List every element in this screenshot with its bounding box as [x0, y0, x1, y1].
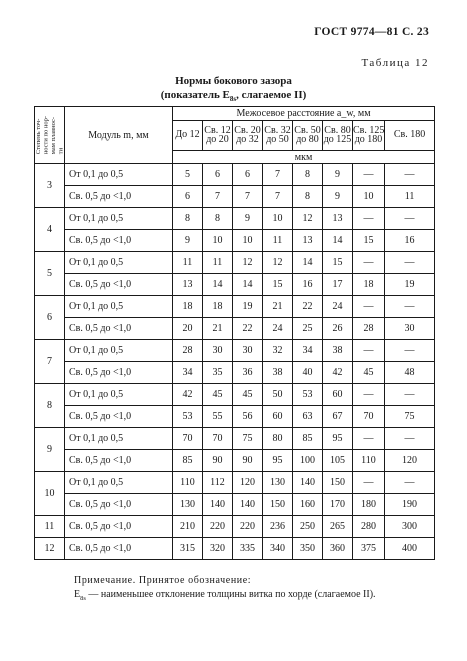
- column-header: Св. 32 до 50: [263, 121, 293, 151]
- degree-cell: 4: [35, 208, 65, 252]
- value-cell: 13: [323, 208, 353, 230]
- value-cell: 150: [323, 472, 353, 494]
- value-cell: 120: [233, 472, 263, 494]
- value-cell: 70: [203, 428, 233, 450]
- degree-cell: 3: [35, 164, 65, 208]
- table-subtitle: [0, 89, 467, 103]
- module-cell: Св. 0,5 до <1,0: [65, 362, 173, 384]
- value-cell: 12: [293, 208, 323, 230]
- value-cell: 9: [323, 164, 353, 186]
- value-cell: 150: [263, 494, 293, 516]
- value-cell: 60: [323, 384, 353, 406]
- degree-cell: 12: [35, 538, 65, 560]
- value-cell: 11: [385, 186, 435, 208]
- distance-header: Межосевое расстояние a_w, мм: [173, 107, 435, 121]
- value-cell: 265: [323, 516, 353, 538]
- value-cell: 16: [385, 230, 435, 252]
- value-cell: —: [353, 428, 385, 450]
- value-cell: 17: [323, 274, 353, 296]
- module-cell: От 0,1 до 0,5: [65, 296, 173, 318]
- module-cell: Св. 0,5 до <1,0: [65, 274, 173, 296]
- value-cell: —: [385, 252, 435, 274]
- table-number: Таблица 12: [361, 57, 429, 69]
- clearance-table: [34, 106, 435, 560]
- value-cell: 350: [293, 538, 323, 560]
- value-cell: 75: [233, 428, 263, 450]
- value-cell: 36: [233, 362, 263, 384]
- value-cell: 19: [233, 296, 263, 318]
- table-row: [35, 538, 435, 560]
- value-cell: 75: [385, 406, 435, 428]
- note-text: [74, 589, 376, 602]
- note-label: Примечание. Принятое обозначение:: [74, 575, 252, 586]
- value-cell: 45: [353, 362, 385, 384]
- value-cell: 32: [263, 340, 293, 362]
- value-cell: 8: [293, 164, 323, 186]
- module-cell: От 0,1 до 0,5: [65, 340, 173, 362]
- value-cell: 8: [173, 208, 203, 230]
- table-row: [35, 186, 435, 208]
- value-cell: 21: [263, 296, 293, 318]
- value-cell: —: [353, 472, 385, 494]
- module-cell: От 0,1 до 0,5: [65, 208, 173, 230]
- degree-cell: 9: [35, 428, 65, 472]
- value-cell: 100: [293, 450, 323, 472]
- value-cell: 15: [263, 274, 293, 296]
- value-cell: 30: [233, 340, 263, 362]
- column-header: До 12: [173, 121, 203, 151]
- value-cell: 120: [385, 450, 435, 472]
- value-cell: 24: [263, 318, 293, 340]
- table-row: [35, 318, 435, 340]
- value-cell: 12: [233, 252, 263, 274]
- value-cell: 45: [203, 384, 233, 406]
- value-cell: 60: [263, 406, 293, 428]
- table-row: [35, 230, 435, 252]
- table-row: [35, 340, 435, 362]
- module-cell: Св. 0,5 до <1,0: [65, 450, 173, 472]
- value-cell: 14: [293, 252, 323, 274]
- module-cell: Св. 0,5 до <1,0: [65, 186, 173, 208]
- value-cell: 340: [263, 538, 293, 560]
- module-cell: От 0,1 до 0,5: [65, 384, 173, 406]
- value-cell: 315: [173, 538, 203, 560]
- module-cell: Св. 0,5 до <1,0: [65, 406, 173, 428]
- value-cell: 9: [173, 230, 203, 252]
- module-cell: Св. 0,5 до <1,0: [65, 318, 173, 340]
- value-cell: 28: [173, 340, 203, 362]
- table-title: Нормы бокового зазора: [175, 75, 292, 87]
- value-cell: 95: [263, 450, 293, 472]
- value-cell: 112: [203, 472, 233, 494]
- value-cell: 26: [323, 318, 353, 340]
- value-cell: —: [353, 164, 385, 186]
- value-cell: 320: [203, 538, 233, 560]
- table-row: [35, 494, 435, 516]
- table-row: [35, 274, 435, 296]
- value-cell: 280: [353, 516, 385, 538]
- table-row: [35, 406, 435, 428]
- value-cell: 38: [323, 340, 353, 362]
- subtitle-subscript: 8s: [229, 95, 237, 104]
- value-cell: 42: [173, 384, 203, 406]
- value-cell: —: [353, 252, 385, 274]
- value-cell: 20: [173, 318, 203, 340]
- value-cell: 13: [293, 230, 323, 252]
- value-cell: 35: [203, 362, 233, 384]
- value-cell: 8: [293, 186, 323, 208]
- value-cell: 70: [353, 406, 385, 428]
- module-cell: От 0,1 до 0,5: [65, 252, 173, 274]
- degree-cell: 8: [35, 384, 65, 428]
- value-cell: —: [353, 340, 385, 362]
- value-cell: 70: [173, 428, 203, 450]
- value-cell: 110: [353, 450, 385, 472]
- value-cell: 34: [293, 340, 323, 362]
- column-header: Св. 12 до 20: [203, 121, 233, 151]
- value-cell: —: [353, 296, 385, 318]
- value-cell: —: [385, 164, 435, 186]
- table-row: [35, 384, 435, 406]
- unit-label: мкм: [173, 151, 435, 164]
- note-symbol: E: [74, 589, 81, 600]
- value-cell: 236: [263, 516, 293, 538]
- value-cell: 30: [385, 318, 435, 340]
- module-cell: От 0,1 до 0,5: [65, 164, 173, 186]
- note-symbol-subscript: 8s: [80, 595, 86, 602]
- value-cell: 250: [293, 516, 323, 538]
- value-cell: 18: [353, 274, 385, 296]
- value-cell: 6: [233, 164, 263, 186]
- value-cell: 38: [263, 362, 293, 384]
- value-cell: 9: [233, 208, 263, 230]
- value-cell: 220: [233, 516, 263, 538]
- column-header: Св. 180: [385, 121, 435, 151]
- value-cell: 67: [323, 406, 353, 428]
- table-row: [35, 450, 435, 472]
- value-cell: 11: [263, 230, 293, 252]
- value-cell: 14: [323, 230, 353, 252]
- module-header: Модуль m, мм: [65, 107, 173, 164]
- value-cell: 55: [203, 406, 233, 428]
- note-description: — наименьшее отклонение толщины витка по хорде (слагаемое II).: [85, 589, 376, 600]
- value-cell: 110: [173, 472, 203, 494]
- degree-header: Степень точ- ности по нор- мам плавнос- ти: [35, 107, 65, 164]
- value-cell: 7: [233, 186, 263, 208]
- value-cell: 18: [173, 296, 203, 318]
- value-cell: 85: [173, 450, 203, 472]
- value-cell: 105: [323, 450, 353, 472]
- value-cell: 7: [263, 186, 293, 208]
- table-row: [35, 428, 435, 450]
- subtitle-prefix: (показатель E: [160, 89, 230, 101]
- value-cell: 140: [203, 494, 233, 516]
- value-cell: 170: [323, 494, 353, 516]
- value-cell: 56: [233, 406, 263, 428]
- table-row: [35, 472, 435, 494]
- value-cell: —: [385, 340, 435, 362]
- value-cell: 12: [263, 252, 293, 274]
- value-cell: —: [385, 472, 435, 494]
- value-cell: 10: [203, 230, 233, 252]
- value-cell: 8: [203, 208, 233, 230]
- value-cell: 9: [323, 186, 353, 208]
- value-cell: 22: [233, 318, 263, 340]
- value-cell: —: [385, 428, 435, 450]
- value-cell: 45: [233, 384, 263, 406]
- value-cell: 11: [203, 252, 233, 274]
- value-cell: 53: [293, 384, 323, 406]
- value-cell: 140: [293, 472, 323, 494]
- value-cell: 15: [353, 230, 385, 252]
- module-cell: От 0,1 до 0,5: [65, 472, 173, 494]
- table-row: [35, 164, 435, 186]
- table-row: [35, 208, 435, 230]
- value-cell: 160: [293, 494, 323, 516]
- value-cell: 34: [173, 362, 203, 384]
- value-cell: 335: [233, 538, 263, 560]
- value-cell: 6: [203, 164, 233, 186]
- value-cell: 10: [233, 230, 263, 252]
- degree-cell: 11: [35, 516, 65, 538]
- value-cell: 400: [385, 538, 435, 560]
- module-cell: Св. 0,5 до <1,0: [65, 230, 173, 252]
- value-cell: 30: [203, 340, 233, 362]
- module-cell: Св. 0,5 до <1,0: [65, 516, 173, 538]
- column-header: Св. 125 до 180: [353, 121, 385, 151]
- value-cell: 11: [173, 252, 203, 274]
- value-cell: —: [385, 296, 435, 318]
- table-row: [35, 252, 435, 274]
- value-cell: 14: [203, 274, 233, 296]
- value-cell: —: [385, 384, 435, 406]
- value-cell: 22: [293, 296, 323, 318]
- value-cell: 375: [353, 538, 385, 560]
- value-cell: 15: [323, 252, 353, 274]
- value-cell: 5: [173, 164, 203, 186]
- page-header: ГОСТ 9774—81 С. 23: [314, 26, 429, 38]
- value-cell: 6: [173, 186, 203, 208]
- module-cell: От 0,1 до 0,5: [65, 428, 173, 450]
- value-cell: —: [353, 384, 385, 406]
- value-cell: —: [353, 208, 385, 230]
- value-cell: 130: [263, 472, 293, 494]
- value-cell: 210: [173, 516, 203, 538]
- value-cell: 95: [323, 428, 353, 450]
- value-cell: 90: [233, 450, 263, 472]
- table-row: [35, 362, 435, 384]
- value-cell: 40: [293, 362, 323, 384]
- table-row: [35, 516, 435, 538]
- value-cell: 7: [203, 186, 233, 208]
- value-cell: 19: [385, 274, 435, 296]
- value-cell: 7: [263, 164, 293, 186]
- value-cell: 28: [353, 318, 385, 340]
- value-cell: 220: [203, 516, 233, 538]
- value-cell: —: [385, 208, 435, 230]
- value-cell: 63: [293, 406, 323, 428]
- value-cell: 130: [173, 494, 203, 516]
- value-cell: 50: [263, 384, 293, 406]
- column-header: Св. 80 до 125: [323, 121, 353, 151]
- value-cell: 21: [203, 318, 233, 340]
- degree-cell: 6: [35, 296, 65, 340]
- value-cell: 42: [323, 362, 353, 384]
- value-cell: 16: [293, 274, 323, 296]
- subtitle-suffix: , слагаемое II): [236, 89, 307, 101]
- degree-cell: 5: [35, 252, 65, 296]
- value-cell: 190: [385, 494, 435, 516]
- value-cell: 48: [385, 362, 435, 384]
- value-cell: 24: [323, 296, 353, 318]
- column-header: Св. 20 до 32: [233, 121, 263, 151]
- module-cell: Св. 0,5 до <1,0: [65, 538, 173, 560]
- value-cell: 10: [353, 186, 385, 208]
- degree-cell: 10: [35, 472, 65, 516]
- value-cell: 18: [203, 296, 233, 318]
- value-cell: 80: [263, 428, 293, 450]
- value-cell: 10: [263, 208, 293, 230]
- value-cell: 25: [293, 318, 323, 340]
- value-cell: 360: [323, 538, 353, 560]
- value-cell: 140: [233, 494, 263, 516]
- value-cell: 180: [353, 494, 385, 516]
- degree-cell: 7: [35, 340, 65, 384]
- table-row: [35, 296, 435, 318]
- value-cell: 14: [233, 274, 263, 296]
- value-cell: 53: [173, 406, 203, 428]
- module-cell: Св. 0,5 до <1,0: [65, 494, 173, 516]
- value-cell: 90: [203, 450, 233, 472]
- value-cell: 300: [385, 516, 435, 538]
- value-cell: 85: [293, 428, 323, 450]
- column-header: Св. 50 до 80: [293, 121, 323, 151]
- value-cell: 13: [173, 274, 203, 296]
